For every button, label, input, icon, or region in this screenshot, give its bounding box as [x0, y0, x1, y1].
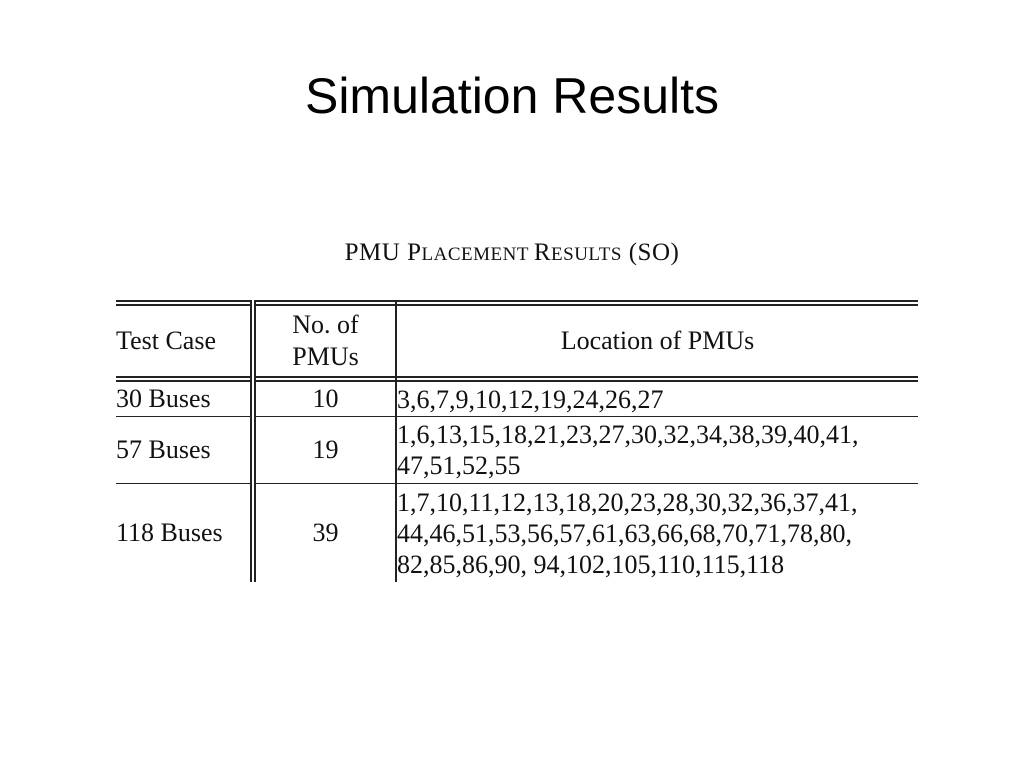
location-line: 1,7,10,11,12,13,18,20,23,28,30,32,36,37,41,	[397, 487, 858, 517]
cell-num-pmus: 10	[253, 382, 396, 417]
caption-part: LACEMENT	[421, 244, 534, 265]
header-num-pmus-line1: No. of	[292, 310, 359, 339]
header-num-pmus-line2: PMUs	[292, 342, 359, 371]
table-row	[116, 417, 918, 484]
location-line: 3,6,7,9,10,12,19,24,26,27	[397, 384, 664, 414]
cell-locations	[396, 382, 918, 417]
caption-part: (SO)	[621, 239, 680, 266]
location-line: 82,85,86,90, 94,102,105,110,115,118	[397, 549, 785, 579]
caption-part: R	[533, 239, 552, 266]
header-test-case: Test Case	[116, 306, 253, 376]
table-caption	[0, 238, 1024, 270]
slide-title: Simulation Results	[304, 68, 720, 124]
pmu-placement-table	[116, 300, 918, 587]
results-table	[116, 300, 918, 582]
cell-num-pmus: 39	[253, 484, 396, 583]
cell-num-pmus: 19	[253, 417, 396, 484]
table-row	[116, 382, 918, 417]
cell-locations	[396, 417, 918, 484]
cell-test-case: 57 Buses	[116, 417, 253, 484]
location-line: 47,51,52,55	[397, 451, 521, 480]
location-line: 44,46,51,53,56,57,61,63,66,68,70,71,78,80,	[397, 518, 852, 548]
table-row	[116, 484, 918, 583]
cell-test-case: 118 Buses	[116, 484, 253, 583]
cell-locations	[396, 484, 918, 583]
location-line: 1,6,13,15,18,21,23,27,30,32,34,38,39,40,41,	[397, 420, 859, 449]
caption-part: ESULTS	[551, 244, 622, 265]
caption-part: P	[407, 239, 422, 266]
cell-test-case: 30 Buses	[116, 382, 253, 417]
header-row	[116, 306, 918, 376]
caption-part: PMU	[344, 239, 408, 266]
header-location: Location of PMUs	[560, 326, 755, 355]
header-num-pmus	[253, 306, 396, 376]
